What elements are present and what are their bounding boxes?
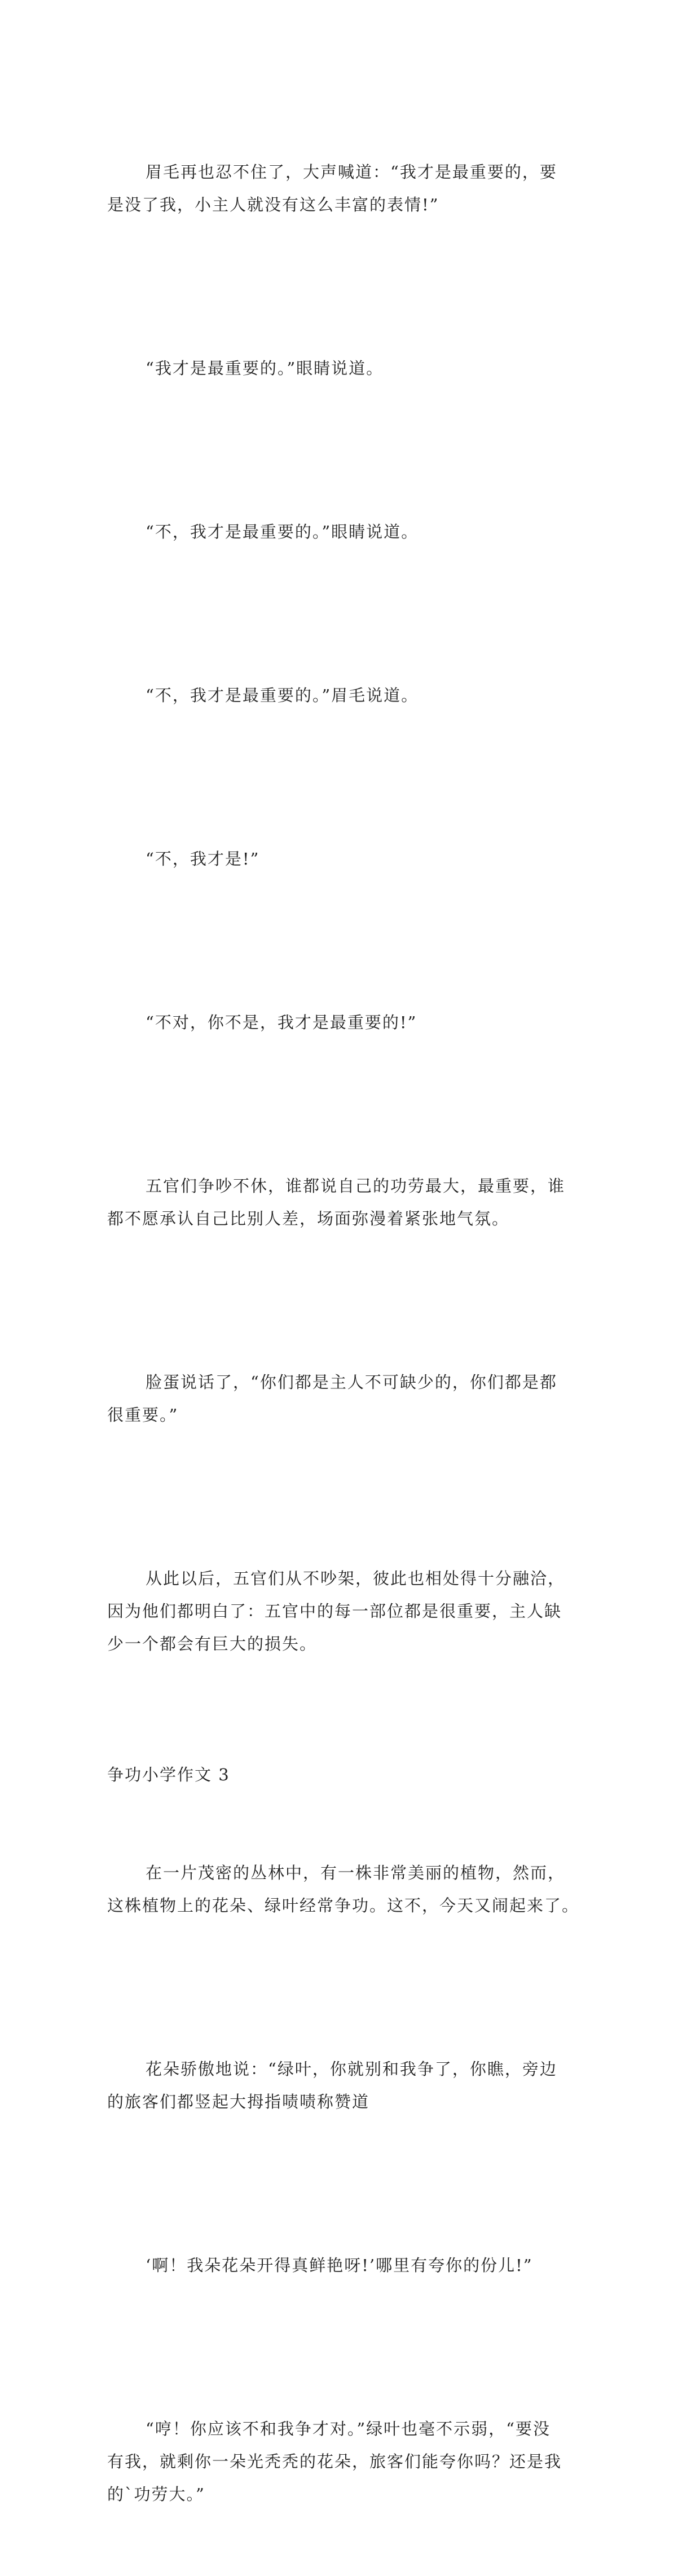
text-line: 因为他们都明白了：五官中的每一部位都是很重要，主人缺 — [107, 1602, 562, 1621]
text-line: ‘啊！我朵花朵开得真鲜艳呀!’哪里有夸你的份儿!” — [146, 2256, 533, 2275]
paragraph — [107, 450, 604, 614]
document-body — [107, 90, 604, 2576]
section-gap — [107, 1726, 604, 1758]
text-line: 有我，就剩你一朵光秃秃的花朵，旅客们能夸你吗？还是我 — [107, 2452, 562, 2471]
text-line: 从此以后，五官们从不吵架，彼此也相处得十分融洽， — [146, 1569, 566, 1588]
text-line: 眉毛再也忍不住了，大声喊道：“我才是最重要的，要 — [146, 162, 557, 182]
text-line: 这株植物上的花朵、绿叶经常争功。这不，今天又闹起来了。 — [107, 1896, 580, 1915]
paragraph — [107, 614, 604, 777]
paragraph — [107, 286, 604, 450]
text-line: 很重要。” — [107, 1405, 179, 1424]
text-line: 的`功劳大。” — [107, 2485, 205, 2504]
text-line: 在一片茂密的丛林中，有一株非常美丽的植物，然而， — [146, 1863, 566, 1882]
text-line: 花朵骄傲地说：“绿叶，你就别和我争了，你瞧，旁边 — [146, 2059, 557, 2079]
paragraph — [107, 2347, 604, 2576]
section-heading: 争功小学作文 3 — [107, 1765, 230, 1784]
text-line: “不对，你不是，我才是最重要的!” — [146, 1013, 417, 1032]
text-line: 五官们争吵不休，谁都说自己的功劳最大，最重要，谁 — [146, 1176, 566, 1196]
paragraph — [107, 90, 604, 286]
text-line: “不，我才是最重要的。”眉毛说道。 — [146, 686, 419, 705]
text-line: 少一个都会有巨大的损失。 — [107, 1634, 318, 1653]
paragraph — [107, 941, 604, 1104]
paragraph — [107, 1791, 604, 1987]
text-line: 脸蛋说话了，“你们都是主人不可缺少的，你们都是都 — [146, 1373, 557, 1392]
paragraph — [107, 777, 604, 941]
paragraph — [107, 1497, 604, 1726]
text-line: “不，我才是最重要的。”眼睛说道。 — [146, 522, 419, 541]
text-line: 的旅客们都竖起大拇指啧啧称赞道 — [107, 2092, 370, 2111]
paragraph — [107, 2184, 604, 2347]
text-line: 是没了我，小主人就没有这么丰富的表情!” — [107, 195, 439, 214]
paragraph — [107, 1104, 604, 1300]
text-line: “我才是最重要的。”眼睛说道。 — [146, 359, 384, 378]
text-line: “哼！你应该不和我争才对。”绿叶也毫不示弱，“要没 — [146, 2419, 551, 2438]
paragraph — [107, 1300, 604, 1497]
text-line: 都不愿承认自己比别人差，场面弥漫着紧张地气氛。 — [107, 1209, 510, 1228]
paragraph — [107, 1987, 604, 2184]
text-line: “不，我才是!” — [146, 849, 260, 868]
